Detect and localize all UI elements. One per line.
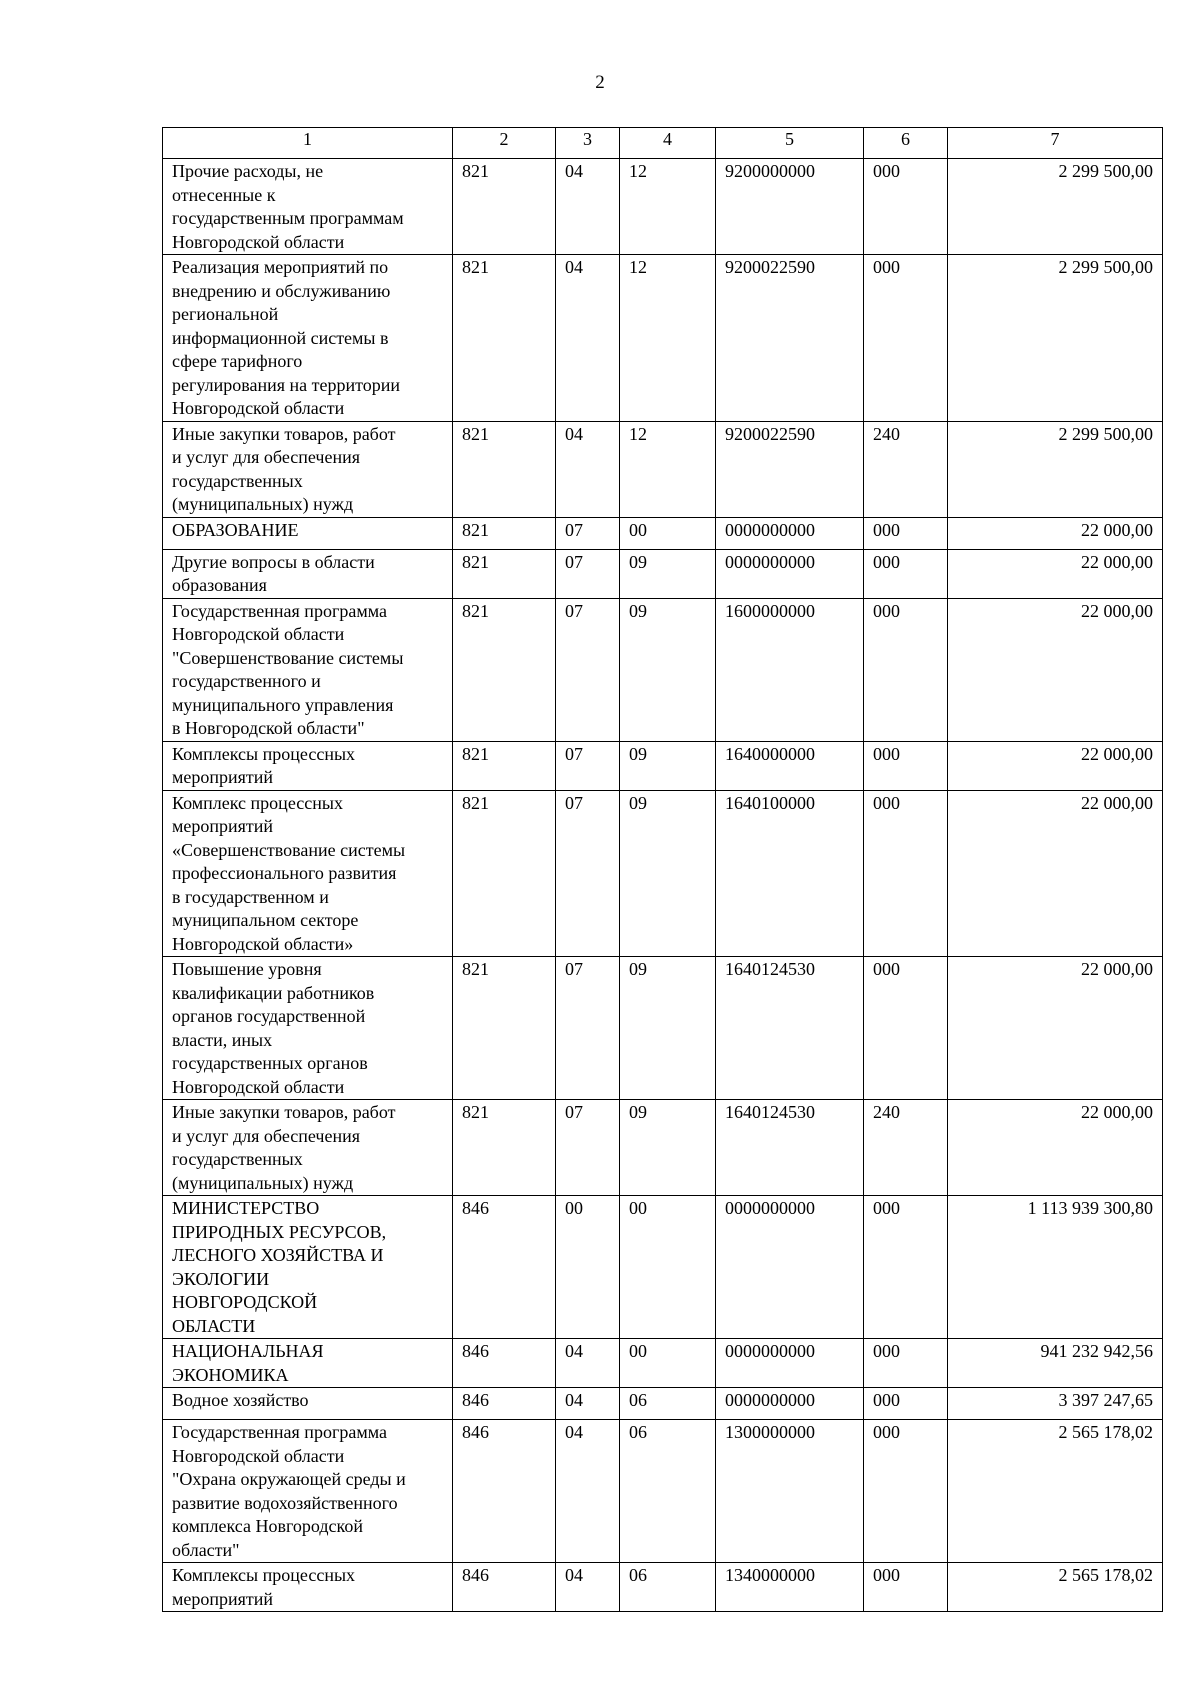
amount-cell: 2 565 178,02 <box>948 1420 1163 1563</box>
amount-cell: 22 000,00 <box>948 549 1163 598</box>
row-name-cell: Повышение уровня квалификации работников органов государственной власти, иных государственных органов Новгородской области <box>163 957 453 1100</box>
table-row <box>163 741 1163 790</box>
code-cell: 821 <box>453 957 556 1100</box>
amount-cell: 22 000,00 <box>948 598 1163 741</box>
code-cell: 9200000000 <box>716 159 864 255</box>
row-name-cell: Прочие расходы, не отнесенные к государственным программам Новгородской области <box>163 159 453 255</box>
code-cell: 04 <box>556 1388 620 1420</box>
code-cell: 0000000000 <box>716 549 864 598</box>
code-cell: 846 <box>453 1420 556 1563</box>
table-row <box>163 957 1163 1100</box>
code-cell: 07 <box>556 1100 620 1196</box>
code-cell: 1600000000 <box>716 598 864 741</box>
code-cell: 1300000000 <box>716 1420 864 1563</box>
amount-cell: 2 299 500,00 <box>948 255 1163 422</box>
code-cell: 0000000000 <box>716 1196 864 1339</box>
amount-cell: 22 000,00 <box>948 790 1163 957</box>
code-cell: 12 <box>620 255 716 422</box>
table-row <box>163 1388 1163 1420</box>
code-cell: 0000000000 <box>716 1339 864 1388</box>
code-cell: 846 <box>453 1563 556 1612</box>
table-row <box>163 598 1163 741</box>
table-row <box>163 159 1163 255</box>
code-cell: 000 <box>864 957 948 1100</box>
amount-cell: 3 397 247,65 <box>948 1388 1163 1420</box>
amount-cell: 22 000,00 <box>948 1100 1163 1196</box>
code-cell: 0000000000 <box>716 1388 864 1420</box>
amount-cell: 2 299 500,00 <box>948 159 1163 255</box>
code-cell: 09 <box>620 741 716 790</box>
code-cell: 09 <box>620 1100 716 1196</box>
table-row <box>163 1100 1163 1196</box>
code-cell: 09 <box>620 790 716 957</box>
code-cell: 846 <box>453 1388 556 1420</box>
code-cell: 04 <box>556 1563 620 1612</box>
amount-cell: 2 299 500,00 <box>948 421 1163 517</box>
code-cell: 846 <box>453 1339 556 1388</box>
code-cell: 1640124530 <box>716 957 864 1100</box>
code-cell: 000 <box>864 1420 948 1563</box>
amount-cell: 22 000,00 <box>948 957 1163 1100</box>
code-cell: 821 <box>453 741 556 790</box>
column-header: 4 <box>620 128 716 159</box>
code-cell: 07 <box>556 517 620 549</box>
row-name-cell: НАЦИОНАЛЬНАЯ ЭКОНОМИКА <box>163 1339 453 1388</box>
code-cell: 09 <box>620 549 716 598</box>
row-name-cell: Комплекс процессных мероприятий «Совершенствование системы профессионального развития в государственном и муниципальном секторе Новгородской области» <box>163 790 453 957</box>
code-cell: 846 <box>453 1196 556 1339</box>
code-cell: 07 <box>556 598 620 741</box>
amount-cell: 22 000,00 <box>948 517 1163 549</box>
code-cell: 000 <box>864 517 948 549</box>
code-cell: 04 <box>556 1339 620 1388</box>
code-cell: 09 <box>620 598 716 741</box>
code-cell: 12 <box>620 421 716 517</box>
table-row <box>163 790 1163 957</box>
code-cell: 821 <box>453 159 556 255</box>
code-cell: 821 <box>453 598 556 741</box>
code-cell: 821 <box>453 790 556 957</box>
code-cell: 07 <box>556 790 620 957</box>
table-row <box>163 517 1163 549</box>
code-cell: 000 <box>864 1388 948 1420</box>
code-cell: 0000000000 <box>716 517 864 549</box>
code-cell: 00 <box>620 1339 716 1388</box>
row-name-cell: ОБРАЗОВАНИЕ <box>163 517 453 549</box>
row-name-cell: Комплексы процессных мероприятий <box>163 1563 453 1612</box>
code-cell: 06 <box>620 1420 716 1563</box>
table-row <box>163 1420 1163 1563</box>
table-header-row <box>163 128 1163 159</box>
column-header: 7 <box>948 128 1163 159</box>
code-cell: 12 <box>620 159 716 255</box>
column-header: 5 <box>716 128 864 159</box>
code-cell: 000 <box>864 1339 948 1388</box>
amount-cell: 2 565 178,02 <box>948 1563 1163 1612</box>
amount-cell: 1 113 939 300,80 <box>948 1196 1163 1339</box>
code-cell: 09 <box>620 957 716 1100</box>
code-cell: 000 <box>864 790 948 957</box>
code-cell: 821 <box>453 517 556 549</box>
code-cell: 04 <box>556 159 620 255</box>
code-cell: 04 <box>556 421 620 517</box>
code-cell: 240 <box>864 421 948 517</box>
code-cell: 04 <box>556 1420 620 1563</box>
row-name-cell: Иные закупки товаров, работ и услуг для обеспечения государственных (муниципальных) нужд <box>163 421 453 517</box>
table-row <box>163 421 1163 517</box>
code-cell: 000 <box>864 741 948 790</box>
row-name-cell: Иные закупки товаров, работ и услуг для обеспечения государственных (муниципальных) нужд <box>163 1100 453 1196</box>
amount-cell: 22 000,00 <box>948 741 1163 790</box>
table-row <box>163 255 1163 422</box>
page-number: 2 <box>595 72 605 93</box>
code-cell: 04 <box>556 255 620 422</box>
code-cell: 1640000000 <box>716 741 864 790</box>
code-cell: 1340000000 <box>716 1563 864 1612</box>
code-cell: 000 <box>864 598 948 741</box>
column-header: 1 <box>163 128 453 159</box>
row-name-cell: Другие вопросы в области образования <box>163 549 453 598</box>
column-header: 6 <box>864 128 948 159</box>
code-cell: 06 <box>620 1388 716 1420</box>
code-cell: 07 <box>556 549 620 598</box>
code-cell: 000 <box>864 549 948 598</box>
column-header: 2 <box>453 128 556 159</box>
code-cell: 000 <box>864 1196 948 1339</box>
code-cell: 821 <box>453 1100 556 1196</box>
code-cell: 000 <box>864 255 948 422</box>
table-row <box>163 1563 1163 1612</box>
amount-cell: 941 232 942,56 <box>948 1339 1163 1388</box>
row-name-cell: Государственная программа Новгородской области "Охрана окружающей среды и развитие водохозяйственного комплекса Новгородской области" <box>163 1420 453 1563</box>
code-cell: 821 <box>453 549 556 598</box>
column-header: 3 <box>556 128 620 159</box>
table-row <box>163 1196 1163 1339</box>
budget-table <box>162 127 1163 1612</box>
code-cell: 9200022590 <box>716 255 864 422</box>
code-cell: 00 <box>620 517 716 549</box>
code-cell: 9200022590 <box>716 421 864 517</box>
code-cell: 07 <box>556 957 620 1100</box>
code-cell: 1640100000 <box>716 790 864 957</box>
table-row <box>163 1339 1163 1388</box>
code-cell: 00 <box>556 1196 620 1339</box>
table-row <box>163 549 1163 598</box>
row-name-cell: Государственная программа Новгородской области "Совершенствование системы государственного и муниципального управления в Новгородской области" <box>163 598 453 741</box>
code-cell: 821 <box>453 255 556 422</box>
code-cell: 000 <box>864 1563 948 1612</box>
code-cell: 240 <box>864 1100 948 1196</box>
row-name-cell: МИНИСТЕРСТВО ПРИРОДНЫХ РЕСУРСОВ, ЛЕСНОГО ХОЗЯЙСТВА И ЭКОЛОГИИ НОВГОРОДСКОЙ ОБЛАСТИ <box>163 1196 453 1339</box>
code-cell: 821 <box>453 421 556 517</box>
row-name-cell: Реализация мероприятий по внедрению и обслуживанию региональной информационной системы в сфере тарифного регулирования на территории Новгородской области <box>163 255 453 422</box>
code-cell: 06 <box>620 1563 716 1612</box>
code-cell: 07 <box>556 741 620 790</box>
code-cell: 00 <box>620 1196 716 1339</box>
code-cell: 000 <box>864 159 948 255</box>
row-name-cell: Комплексы процессных мероприятий <box>163 741 453 790</box>
code-cell: 1640124530 <box>716 1100 864 1196</box>
row-name-cell: Водное хозяйство <box>163 1388 453 1420</box>
